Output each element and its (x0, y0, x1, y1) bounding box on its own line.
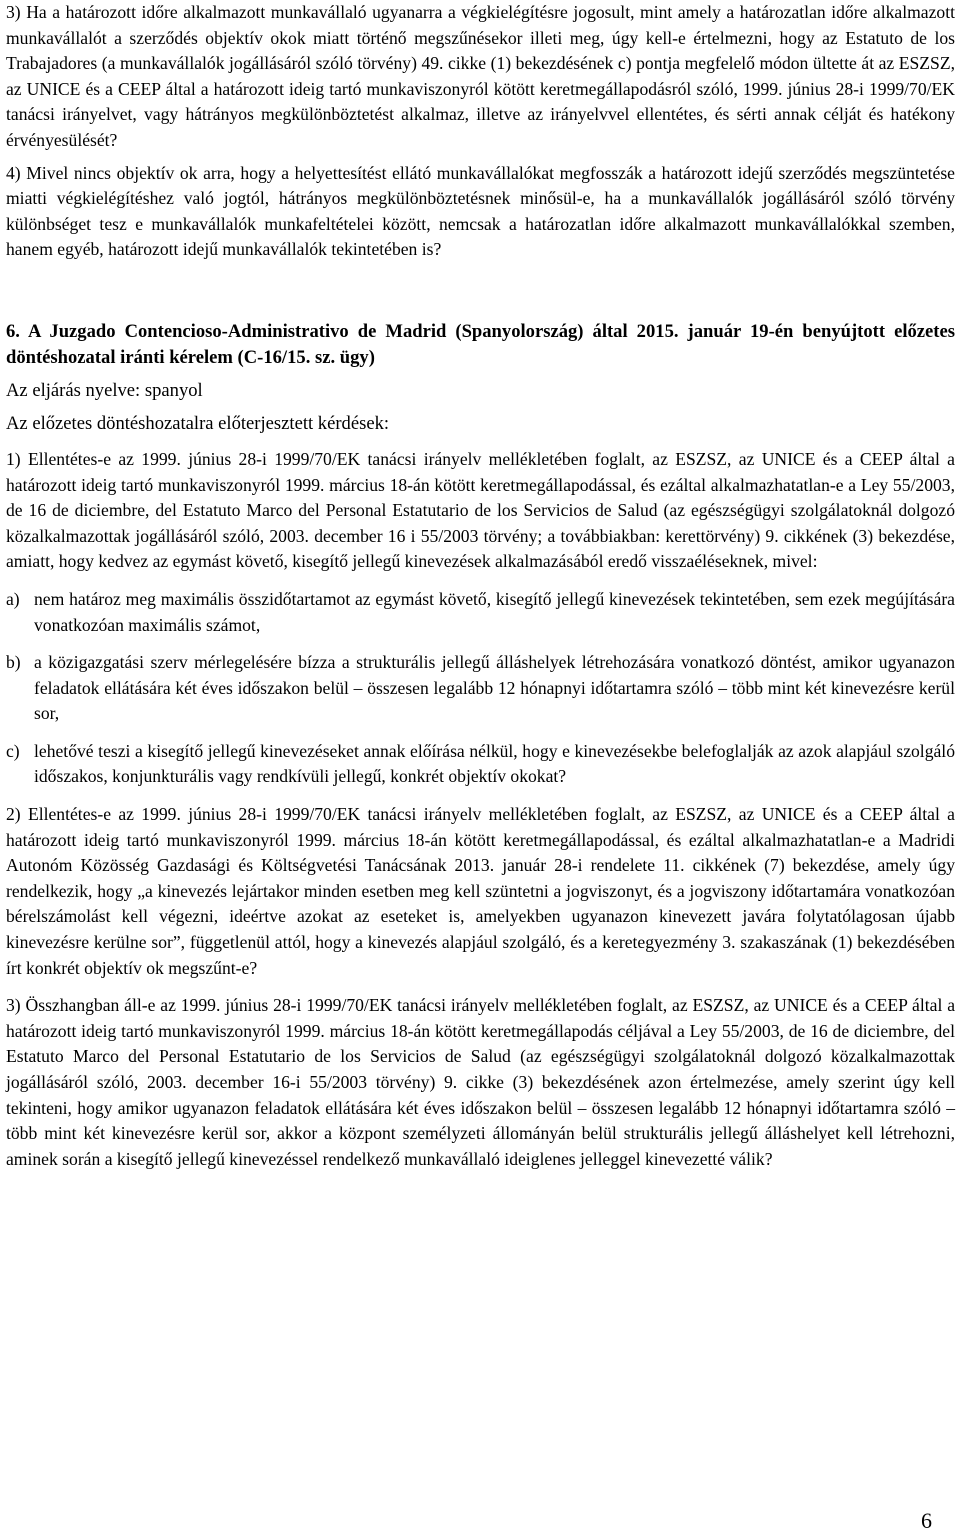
case-heading: 6. A Juzgado Contencioso-Administrativo de Madrid (Spanyolország) által 2015. január 19-én benyújtott előzetes döntéshozatal iránti kérelem (C-16/15. sz. ügy) (6, 320, 955, 368)
question-3: 3) Összhangban áll-e az 1999. június 28-i 1999/70/EK tanácsi irányelv mellékletében foglalt, az ESZSZ, az UNICE és a CEEP által a határozott ideig tartó munkaviszonyról 1999. március 18-án kötött keretmegállapodás céljával a Ley 55/2003, de 16 de diciembre, del Estatuto Marco del Personal Estatutario de los Servicios de Salud (az egészségügyi szolgálatoknál dolgozó közalkalmazottak jogállásáról szóló, 2003. december 16-i 55/2003 törvény) 9. cikke (3) bekezdésének azon értelmezése, amely szerint úgy kell tekinteni, hogy amikor ugyanazon feladatok ellátására két éves időszakon belül – összesen legalább 12 hónapnyi időtartamra szóló – több mint két kinevezésre kerül sor, akkor a központ személyzeti állományán belül strukturális jellegű álláshelyet kell létrehozni, aminek során a kisegítő jellegű kinevezéssel rendelkező munkavállaló ideiglenes jelleggel kinevezetté válik? (6, 995, 955, 1169)
list-item-a (6, 587, 955, 638)
section-spacer (6, 263, 955, 319)
list-item-c (6, 739, 955, 790)
question-2: 2) Ellentétes-e az 1999. június 28-i 1999/70/EK tanácsi irányelv mellékletében foglalt, az ESZSZ, az UNICE és a CEEP által a határozott ideig tartó munkaviszonyról 1999. március 18-án kötött keretmegállapodással, és ezáltal alkalmazhatatlan-e a Madridi Autonóm Közösség Gazdasági és Költségvetési Tanácsának 2013. január 28-i rendelete 11. cikkének (7) bekezdése, amely úgy rendelkezik, hogy „a kinevezés lejártakor minden esetben meg kell szüntetni a jogviszonyt, és a jogviszony időtartamára vonatkozóan bérelszámolást kell végezni, ideértve azokat az eseteket is, amelyekben ugyanazon kinevezett javára folytatólagosan újabb kinevezésre kerülne sor”, függetlenül attól, hogy a kinevezés alapjául szolgáló, és a keretegyezmény 3. szakaszának (1) bekezdésében írt konkrét objektív ok megszűnt-e? (6, 804, 955, 978)
list-marker-a: a) (6, 588, 20, 609)
question-1: 1) Ellentétes-e az 1999. június 28-i 1999/70/EK tanácsi irányelv mellékletében foglalt, az ESZSZ, az UNICE és a CEEP által a határozott ideig tartó munkaviszonyról 1999. március 18-án kötött keretmegállapodással, és ezáltal alkalmazhatatlan-e a Ley 55/2003, de 16 de diciembre, del Estatuto Marco del Personal Estatutario de los Servicios de Salud (az egészségügyi szolgálatoknál dolgozó közalkalmazottak jogállásáról szóló, 2003. december 16 i 55/2003 törvény; a továbbiakban: kerettörvény) 9. cikkének (3) bekezdése, amiatt, hogy kedvez az egymást követő, kisegítő jellegű kinevezések alkalmazásából eredő visszaéléseknek, mivel: (6, 448, 955, 572)
page-number: 6 (921, 1508, 932, 1533)
list-text-c: lehetővé teszi a kisegítő jellegű kinevezéseket annak előírása nélkül, hogy e kinevezésekbe belefoglalják az azok alapjául szolgáló időszakos, konjunkturális vagy rendkívüli jellegű, konkrét objektív okokat? (34, 740, 955, 787)
list-text-a: nem határoz meg maximális összidőtartamot az egymást követő, kisegítő jellegű kinevezések tekintetében, sem ezek megújítására vonatkozóan maximális számot, (34, 588, 955, 635)
procedure-language: Az eljárás nyelve: spanyol (6, 379, 203, 401)
list-marker-b: b) (6, 652, 21, 673)
list-text-b: a közigazgatási szerv mérlegelésére bízza a strukturális jellegű álláshelyek létrehozására vonatkozó döntést, amikor ugyanazon feladatok ellátására két éves időszakon belül – összesen legalább 12 hónapnyi időtartamra szóló – több mint két kinevezésre kerül sor, (34, 652, 955, 724)
document-page (6, 0, 955, 1184)
paragraph-question-3: 3) Ha a határozott időre alkalmazott munkavállaló ugyanarra a végkielégítésre jogosult, mint amely a határozatlan időre alkalmazott munkavállalót a szerződés objektív okok miatt történő megszűnésekor illeti meg, úgy kell-e értelmezni, hogy az Estatuto de los Trabajadores (a munkavállalók jogállásáról szóló törvény) 49. cikke (1) bekezdésének c) pontja megfelelő módon ültette át az ESZSZ, az UNICE és a CEEP által a határozott ideig tartó munkaviszonyról kötött keretmegállapodásról szóló, 1999. június 28-i 1999/70/EK tanácsi irányelvet, vagy hátrányos megkülönböztetést alkalmaz, illetve az irányelvvel ellentétes, és sérti annak célját és hatékony érvényesülését? (6, 2, 955, 150)
list-marker-c: c) (6, 740, 20, 761)
list-item-b (6, 650, 955, 727)
questions-label: Az előzetes döntéshozatalra előterjesztett kérdések: (6, 412, 390, 434)
paragraph-question-4: 4) Mivel nincs objektív ok arra, hogy a helyettesítést ellátó munkavállalókat megfosszák a határozott idejű szerződés megszüntetése miatti végkielégítéshez való jogtól, hátrányos megkülönböztetésnek minősül-e, ha a munkavállalók jogállásáról szóló törvény különbséget tesz e munkavállalók munkafeltételei között, nemcsak a határozatlan időre alkalmazott munkavállalókkal szemben, hanem egyéb, határozott idejű munkavállalók tekintetében is? (6, 162, 955, 260)
